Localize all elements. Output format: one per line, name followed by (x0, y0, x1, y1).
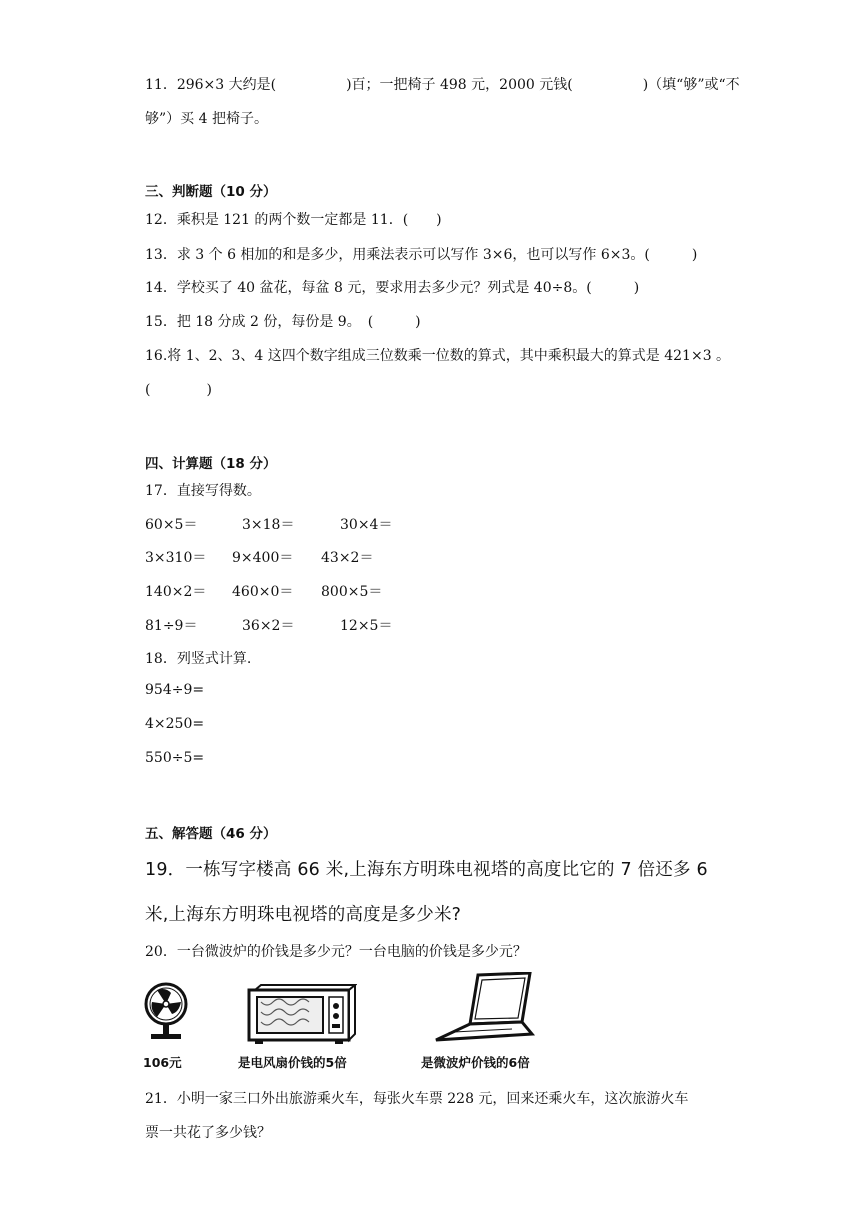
calc-item: 12×5＝ (340, 618, 393, 634)
microwave-price-caption: 是电风扇价钱的5倍 (238, 1055, 347, 1070)
question-11-line-2: 够”）买 4 把椅子。 (145, 111, 268, 127)
calc-item: 3×310＝ (145, 550, 207, 566)
question-18-item: 954÷9= (145, 682, 205, 698)
question-16: 16.将 1、2、3、4 这四个数字组成三位数乘一位数的算式，其中乘积最大的算式是 421×3 。 (145, 348, 731, 364)
calc-row (145, 514, 445, 534)
question-13: 13．求 3 个 6 相加的和是多少，用乘法表示可以写作 3×6，也可以写作 6×3。( ) (145, 247, 698, 263)
question-18-item: 4×250= (145, 716, 205, 732)
question-19-line-2: 米,上海东方明珠电视塔的高度是多少米? (145, 905, 462, 925)
fan-price-caption: 106元 (143, 1055, 182, 1070)
calc-item: 60×5＝ (145, 517, 198, 533)
question-14: 14．学校买了 40 盆花，每盆 8 元，要求用去多少元？列式是 40÷8。( ) (145, 280, 640, 296)
question-12: 12．乘积是 121 的两个数一定都是 11．( ) (145, 212, 442, 228)
question-15: 15．把 18 分成 2 份，每份是 9。 ( ) (145, 314, 421, 330)
section-4-title: 四、计算题（18 分） (145, 456, 277, 472)
section-3-title: 三、判断题（10 分） (145, 184, 277, 200)
calc-item: 81÷9＝ (145, 618, 198, 634)
electric-fan-illustration (143, 982, 189, 1042)
calc-row (145, 615, 445, 635)
question-17-label: 17．直接写得数。 (145, 483, 261, 499)
section-5-title: 五、解答题（46 分） (145, 826, 277, 842)
calc-item: 800×5＝ (321, 584, 383, 600)
question-21-line-1: 21．小明一家三口外出旅游乘火车，每张火车票 228 元，回来还乘火车，这次旅游火车 (145, 1091, 689, 1107)
question-19-line-1: 19．一栋写字楼高 66 米,上海东方明珠电视塔的高度比它的 7 倍还多 6 (145, 860, 708, 880)
calc-item: 36×2＝ (242, 618, 295, 634)
laptop-illustration (432, 972, 536, 1044)
question-18-label: 18．列竖式计算. (145, 651, 252, 667)
calc-item: 30×4＝ (340, 517, 393, 533)
question-21-line-2: 票一共花了多少钱？ (145, 1125, 271, 1141)
calc-item: 9×400＝ (232, 550, 294, 566)
microwave-illustration (245, 984, 357, 1046)
laptop-price-caption: 是微波炉价钱的6倍 (421, 1055, 530, 1070)
calc-item: 43×2＝ (321, 550, 374, 566)
calc-item: 140×2＝ (145, 584, 207, 600)
calc-item: 3×18＝ (242, 517, 295, 533)
calc-row (145, 581, 445, 601)
question-20: 20．一台微波炉的价钱是多少元？一台电脑的价钱是多少元？ (145, 944, 527, 960)
question-11-line-1: 11．296×3 大约是( )百；一把椅子 498 元，2000 元钱( )（填“够”或“不 (145, 77, 740, 93)
question-16-answer-blank: ( ) (145, 382, 212, 398)
question-18-item: 550÷5= (145, 750, 205, 766)
calc-item: 460×0＝ (232, 584, 294, 600)
calc-row (145, 547, 445, 567)
